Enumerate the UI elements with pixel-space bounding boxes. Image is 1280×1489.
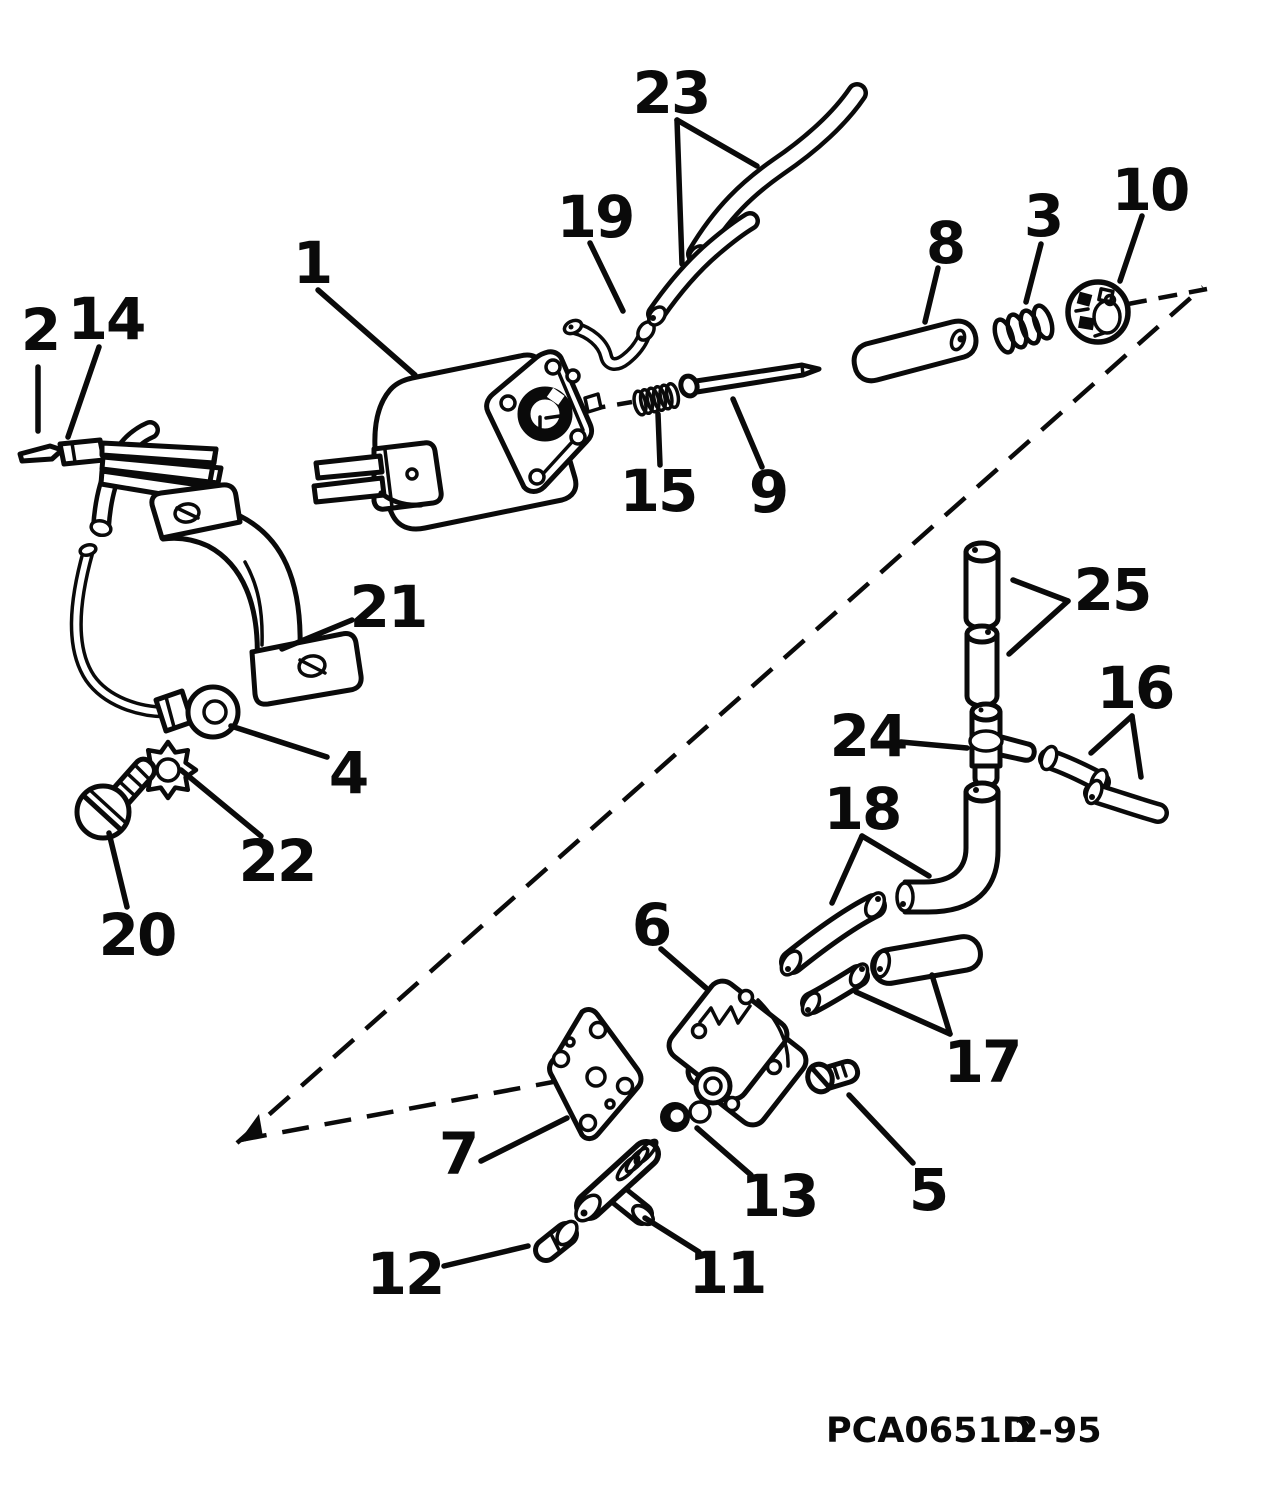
callout-9-label: 9: [748, 458, 788, 526]
callout-4-label: 4: [328, 739, 368, 807]
callout-11-label: 11: [688, 1239, 766, 1307]
callout-8-label: 8: [925, 209, 965, 277]
callout-22-label: 22: [238, 827, 316, 895]
part-13-grommet-drawing: [660, 1102, 690, 1132]
callout-21-label: 21: [349, 573, 427, 641]
footer-date: 2-95: [1014, 1411, 1102, 1451]
callout-20-label: 20: [98, 901, 176, 969]
footer-code: PCA0651D: [826, 1411, 1031, 1451]
callout-7-label: 7: [438, 1120, 478, 1188]
callout-13-label: 13: [740, 1162, 818, 1230]
part-10-cap-drawing: [1068, 282, 1128, 342]
callout-12-label: 12: [366, 1240, 444, 1308]
callout-16-label: 16: [1096, 654, 1174, 722]
callout-18-label: 18: [823, 775, 901, 843]
callout-25-label: 25: [1073, 556, 1151, 624]
callout-19-label: 19: [556, 183, 634, 251]
callout-3-label: 3: [1023, 182, 1063, 250]
callout-15-label: 15: [619, 457, 697, 525]
callout-6-label: 6: [631, 891, 671, 959]
callout-17-label: 17: [943, 1028, 1021, 1096]
callout-14-label: 14: [67, 285, 145, 353]
callout-24-label: 24: [829, 702, 907, 770]
footer: [826, 1411, 1102, 1451]
callout-1-label: 1: [292, 229, 332, 297]
callout-5-label: 5: [908, 1156, 948, 1224]
callout-2-label: 2: [20, 296, 60, 364]
callout-10-label: 10: [1111, 156, 1189, 224]
part-25-tubes-drawing: [966, 543, 998, 706]
callout-23-label: 23: [632, 59, 710, 127]
